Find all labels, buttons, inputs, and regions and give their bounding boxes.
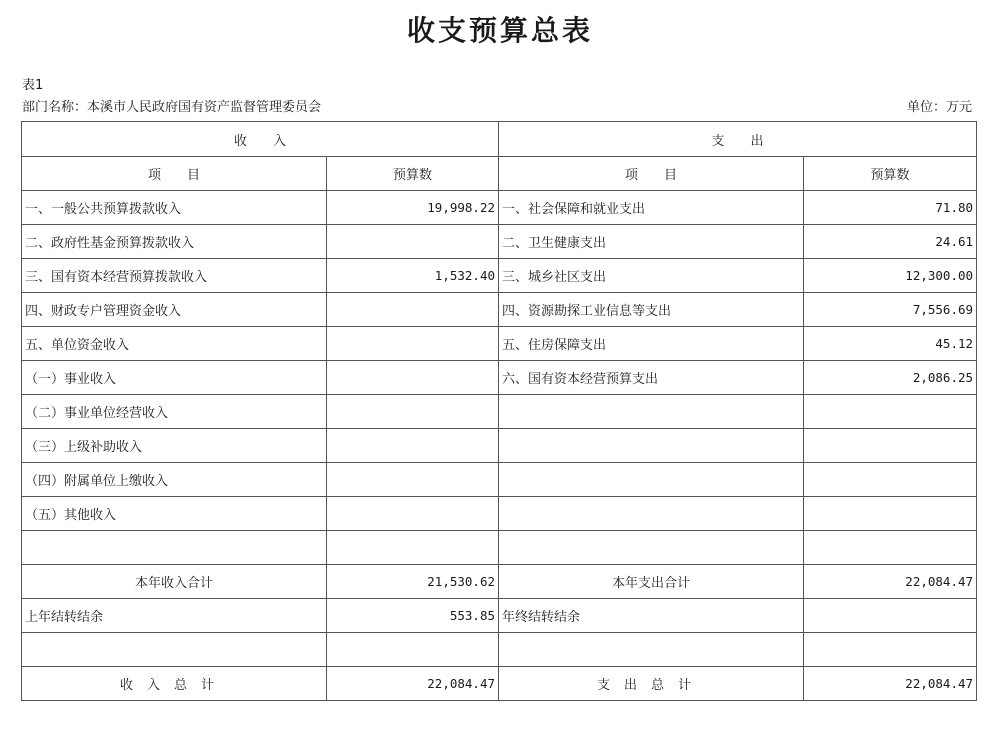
expense-amount-cell: 24.61 bbox=[804, 225, 977, 259]
expense-amount-cell bbox=[804, 531, 977, 565]
expense-item-cell bbox=[499, 531, 804, 565]
income-subtotal-amount: 21,530.62 bbox=[327, 565, 499, 599]
income-item-cell bbox=[22, 531, 327, 565]
expense-item-cell: 三、城乡社区支出 bbox=[499, 259, 804, 293]
expense-item-header: 项 目 bbox=[499, 157, 804, 191]
unit-label: 单位：万元 bbox=[906, 100, 972, 115]
expense-item-cell: 六、国有资本经营预算支出 bbox=[499, 361, 804, 395]
income-amount-cell bbox=[327, 463, 499, 497]
income-amount-cell bbox=[327, 327, 499, 361]
expense-amount-cell bbox=[804, 463, 977, 497]
income-item-cell: （一）事业收入 bbox=[22, 361, 327, 395]
expense-item-cell: 五、住房保障支出 bbox=[499, 327, 804, 361]
income-carryover-label: 上年结转结余 bbox=[22, 599, 327, 633]
income-amount-cell: 19,998.22 bbox=[327, 191, 499, 225]
income-item-cell: 五、单位资金收入 bbox=[22, 327, 327, 361]
income-total-label: 收入总计 bbox=[22, 667, 327, 701]
carryover-row bbox=[22, 599, 977, 633]
table-row bbox=[22, 327, 977, 361]
expense-total-label: 支出总计 bbox=[499, 667, 804, 701]
income-amount-cell: 1,532.40 bbox=[327, 259, 499, 293]
blank-cell bbox=[327, 633, 499, 667]
column-header-row bbox=[22, 157, 977, 191]
page-title: 收支预算总表 bbox=[406, 14, 593, 47]
blank-cell bbox=[499, 633, 804, 667]
expense-amount-cell: 71.80 bbox=[804, 191, 977, 225]
table-row bbox=[22, 361, 977, 395]
expense-item-cell: 二、卫生健康支出 bbox=[499, 225, 804, 259]
income-item-cell: 一、一般公共预算拨款收入 bbox=[22, 191, 327, 225]
expense-subtotal-label: 本年支出合计 bbox=[499, 565, 804, 599]
income-amount-cell bbox=[327, 361, 499, 395]
income-amount-cell bbox=[327, 395, 499, 429]
grand-total-row bbox=[22, 667, 977, 701]
income-item-cell: （四）附属单位上缴收入 bbox=[22, 463, 327, 497]
table-row bbox=[22, 531, 977, 565]
income-section-header: 收 入 bbox=[22, 122, 499, 157]
blank-cell bbox=[804, 633, 977, 667]
expense-amount-cell: 2,086.25 bbox=[804, 361, 977, 395]
income-item-cell: （五）其他收入 bbox=[22, 497, 327, 531]
table-row bbox=[22, 395, 977, 429]
expense-amount-cell: 7,556.69 bbox=[804, 293, 977, 327]
expense-item-cell bbox=[499, 497, 804, 531]
expense-item-cell: 四、资源勘探工业信息等支出 bbox=[499, 293, 804, 327]
income-amount-cell bbox=[327, 497, 499, 531]
expense-item-cell bbox=[499, 429, 804, 463]
income-item-cell: （二）事业单位经营收入 bbox=[22, 395, 327, 429]
income-item-cell: 四、财政专户管理资金收入 bbox=[22, 293, 327, 327]
blank-row bbox=[22, 633, 977, 667]
table-row bbox=[22, 497, 977, 531]
expense-amount-cell bbox=[804, 395, 977, 429]
income-carryover-amount: 553.85 bbox=[327, 599, 499, 633]
income-amount-cell bbox=[327, 429, 499, 463]
expense-amount-cell: 12,300.00 bbox=[804, 259, 977, 293]
subtotal-row bbox=[22, 565, 977, 599]
expense-amount-cell bbox=[804, 429, 977, 463]
income-subtotal-label: 本年收入合计 bbox=[22, 565, 327, 599]
table-row bbox=[22, 225, 977, 259]
blank-cell bbox=[22, 633, 327, 667]
expense-amount-header: 预算数 bbox=[804, 157, 977, 191]
income-total-amount: 22,084.47 bbox=[327, 667, 499, 701]
section-header-row bbox=[22, 122, 977, 157]
expense-item-cell: 一、社会保障和就业支出 bbox=[499, 191, 804, 225]
budget-summary-table bbox=[21, 121, 977, 701]
table-row bbox=[22, 429, 977, 463]
expense-item-cell bbox=[499, 463, 804, 497]
income-item-header: 项 目 bbox=[22, 157, 327, 191]
expense-subtotal-amount: 22,084.47 bbox=[804, 565, 977, 599]
income-amount-cell bbox=[327, 531, 499, 565]
expense-item-cell bbox=[499, 395, 804, 429]
income-amount-header: 预算数 bbox=[327, 157, 499, 191]
table-number: 表1 bbox=[22, 78, 44, 93]
table-row bbox=[22, 463, 977, 497]
table-row bbox=[22, 259, 977, 293]
income-item-cell: 三、国有资本经营预算拨款收入 bbox=[22, 259, 327, 293]
income-item-cell: 二、政府性基金预算拨款收入 bbox=[22, 225, 327, 259]
income-amount-cell bbox=[327, 225, 499, 259]
expense-carryover-amount bbox=[804, 599, 977, 633]
expense-total-amount: 22,084.47 bbox=[804, 667, 977, 701]
income-amount-cell bbox=[327, 293, 499, 327]
expense-carryover-label: 年终结转结余 bbox=[499, 599, 804, 633]
table-row bbox=[22, 293, 977, 327]
expense-section-header: 支 出 bbox=[499, 122, 977, 157]
table-row bbox=[22, 191, 977, 225]
department-name: 部门名称：本溪市人民政府国有资产监督管理委员会 bbox=[22, 100, 322, 115]
income-item-cell: （三）上级补助收入 bbox=[22, 429, 327, 463]
expense-amount-cell: 45.12 bbox=[804, 327, 977, 361]
expense-amount-cell bbox=[804, 497, 977, 531]
